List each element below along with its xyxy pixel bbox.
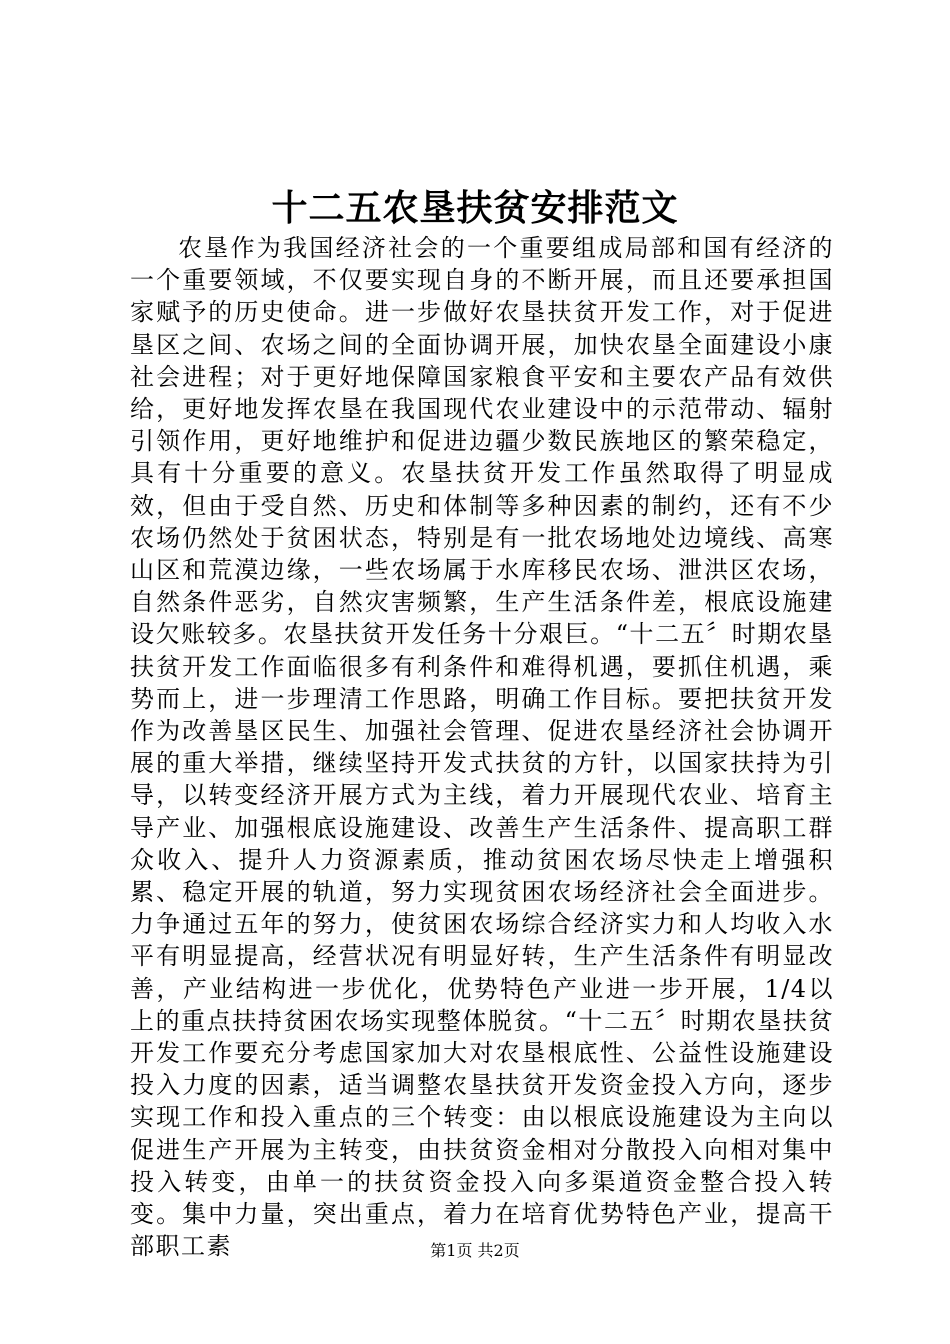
body-paragraph: 农垦作为我国经济社会的一个重要组成局部和国有经济的一个重要领域，不仅要实现自身的不断开展，而且还要承担国家赋予的历史使命。进一步做好农垦扶贫开发工作，对于促进垦区之间、农场之间的全面协调开展，加快农垦全面建设小康社会进程；对于更好地保障国家粮食平安和主要农产品有效供给，更好地发挥农垦在我国现代农业建设中的示范带动、辐射引领作用，更好地维护和促进边疆少数民族地区的繁荣稳定，具有十分重要的意义。农垦扶贫开发工作虽然取得了明显成效，但由于受自然、历史和体制等多种因素的制约，还有不少农场仍然处于贫困状态，特别是有一批农场地处边境线、高寒山区和荒漠边缘，一些农场属于水库移民农场、泄洪区农场，自然条件恶劣，自然灾害频繁，生产生活条件差，根底设施建设欠账较多。农垦扶贫开发任务十分艰巨。“十二五〞时期农垦扶贫开发工作面临很多有利条件和难得机遇，要抓住机遇，乘势而上，进一步理清工作思路，明确工作目标。要把扶贫开发作为改善垦区民生、加强社会管理、促进农垦经济社会协调开展的重大举措，继续坚持开发式扶贫的方针，以国家扶持为引导，以转变经济开展方式为主线，着力开展现代农业、培育主导产业、加强根底设施建设、改善生产生活条件、提高职工群众收入、提升人力资源素质，推动贫困农场尽快走上增强积累、稳定开展的轨道，努力实现贫困农场经济社会全面进步。力争通过五年的努力，使贫困农场综合经济实力和人均收入水平有明显提高，经营状况有明显好转，生产生活条件有明显改善，产业结构进一步优化，优势特色产业进一步开展，1/4以上的重点扶持贫困农场实现整体脱贫。“十二五〞时期农垦扶贫开发工作要充分考虑国家加大对农垦根底性、公益性设施建设投入力度的因素，适当调整农垦扶贫开发资金投入方向，逐步实现工作和投入重点的三个转变：由以根底设施建设为主向以促进生产开展为主转变，由扶贫资金相对分散投入向相对集中投入转变，由单一的扶贫资金投入向多渠道资金整合投入转变。集中力量，突出重点，着力在培育优势特色产业，提高干部职工素 [130, 234, 834, 1261]
page-number-footer: 第1页 共2页 [430, 1241, 520, 1260]
document-title: 十二五农垦扶贫安排范文 [271, 187, 679, 229]
